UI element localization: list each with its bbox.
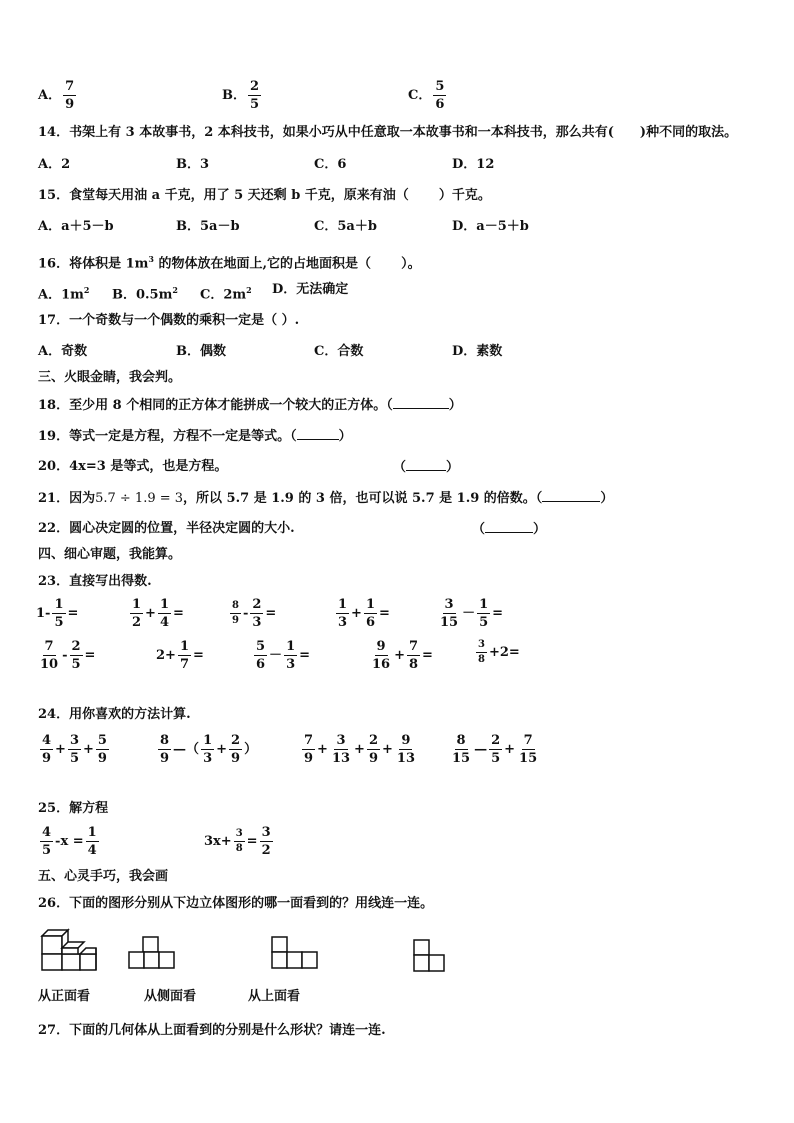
view-label-top: 从上面看 [248,989,301,1004]
q17-option-b: B．偶数 [176,344,226,359]
q14-question: 14．书架上有 3 本故事书，2 本科技书，如果小巧从中任意取一本故事书和一本科技书，那么共有( )种不同的取法。 [38,125,738,140]
q23-instruction: 23．直接写出得数. [38,574,152,589]
q17-option-c: C．合数 [314,344,364,359]
q25-equation-2: 3x+ $\frac{3}{8}$ = $\frac{3}{2}$ [204,825,271,858]
q26-instruction: 26．下面的图形分别从下边立体图形的哪一面看到的？用线连一连。 [38,896,434,911]
view-label-side: 从侧面看 [144,989,197,1004]
q23-expr-8: $\frac{5}{6}$ － $\frac{1}{3}$ = [256,639,311,672]
solid-figure-cubes [38,928,100,972]
q24-expr-3: $\frac{7}{9}$ + $\frac{3}{13}$ + $\frac{2}{9}$ + $\frac{9}{13}$ [304,733,415,766]
q23-expr-6: $\frac{7}{10}$ - $\frac{2}{5}$ = [40,639,96,672]
q17-question: 17．一个奇数与一个偶数的乘积一定是（ ）. [38,313,300,328]
q14-option-b: B．3 [176,157,210,172]
q20-answer-blank: （ ） [393,460,460,475]
q21-statement: 21．因为5.7 ÷ 1.9 = 3，所以 5.7 是 1.9 的 3 倍，也可以说 5.7 是 1.9 的倍数。（ ） [38,491,614,506]
q15-option-b: B．5a－b [176,219,240,234]
q17-option-a: A．奇数 [38,344,88,359]
q15-question: 15．食堂每天用油 a 千克，用了 5 天还剩 b 千克，原来有油（ ）千克。 [38,188,491,203]
q19-statement: 19．等式一定是方程，方程不一定是等式。（ ） [38,429,352,444]
q23-expr-7: 2+ $\frac{1}{7}$ = [156,639,204,672]
q23-expr-9: $\frac{9}{16}$ + $\frac{7}{8}$ = [372,639,433,672]
q24-expr-2: $\frac{8}{9}$ —（ $\frac{1}{3}$ + $\frac{2}{9}$ ） [160,733,258,766]
q13-option-a: A． $\frac{7}{9}$ [38,79,75,112]
q16-question: 16．将体积是 $1m^3$ 的物体放在地面上,它的占地面积是（ ）。 [38,254,421,272]
q14-option-c: C．6 [314,157,347,172]
q17-option-d: D．素数 [452,344,503,359]
section-4-heading: 四、细心审题，我能算。 [38,547,182,562]
q23-expr-2: $\frac{1}{2}$ + $\frac{1}{4}$ = [132,597,184,630]
q27-instruction: 27．下面的几何体从上面看到的分别是什么形状？请连一连. [38,1023,386,1038]
q18-statement: 18．至少用 8 个相同的正方体才能拼成一个较大的正方体。（ ） [38,398,462,413]
q25-instruction: 25．解方程 [38,801,109,816]
q23-expr-10: $\frac{3}{8}$ +2= [478,639,520,665]
q16-option-a: A．$1m^2$ [38,285,90,303]
q25-equation-1: $\frac{4}{5}$ -x = $\frac{1}{4}$ [42,825,97,858]
view-shape-2 [270,935,320,971]
q15-option-d: D．a－5＋b [452,219,529,234]
q24-expr-1: $\frac{4}{9}$ + $\frac{3}{5}$ + $\frac{5}{9}$ [42,733,107,766]
view-shape-1 [128,935,178,971]
q16-option-c: C．$2m^2$ [200,285,252,303]
q14-option-a: A．2 [38,157,71,172]
q16-option-d: D．无法确定 [272,282,349,297]
q24-instruction: 24．用你喜欢的方法计算. [38,707,191,722]
q23-expr-3: $\frac{8}{9}$ - $\frac{2}{3}$ = [232,597,277,630]
view-label-front: 从正面看 [38,989,91,1004]
q15-option-c: C．5a＋b [314,219,377,234]
q15-option-a: A．a＋5－b [38,219,114,234]
q23-expr-5: $\frac{3}{15}$ － $\frac{1}{5}$ = [440,597,504,630]
section-3-heading: 三、火眼金睛，我会判。 [38,370,182,385]
q22-answer-blank: （ ） [472,522,547,537]
q20-statement: 20．4x=3 是等式，也是方程。 [38,459,228,474]
q13-option-b: B． $\frac{2}{5}$ [222,79,260,112]
q24-expr-4: $\frac{8}{15}$ — $\frac{2}{5}$ + $\frac{7}{15}$ [452,733,538,766]
q23-expr-4: $\frac{1}{3}$ + $\frac{1}{6}$ = [338,597,390,630]
q13-option-c: C． $\frac{5}{6}$ [408,79,445,112]
q16-option-b: B．$0.5m^2$ [112,285,178,303]
q23-expr-1: 1- $\frac{1}{5}$ = [36,597,79,630]
section-5-heading: 五、心灵手巧，我会画 [38,869,169,884]
q22-statement: 22．圆心决定圆的位置，半径决定圆的大小. [38,521,295,536]
q14-option-d: D．12 [452,157,495,172]
view-shape-3 [412,938,448,974]
